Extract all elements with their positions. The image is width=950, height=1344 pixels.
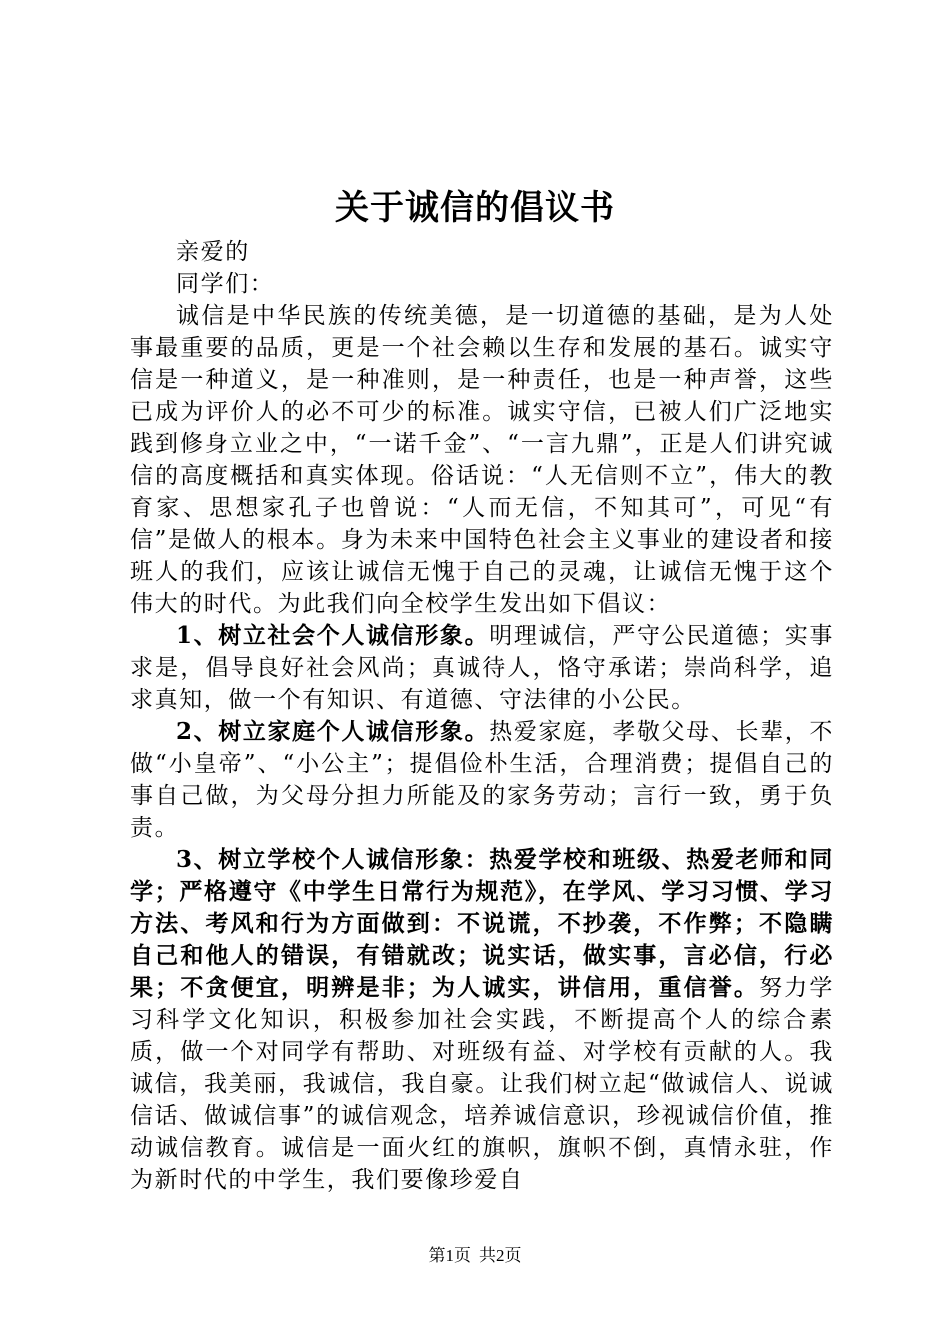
proposal-item-3 bbox=[130, 844, 834, 1196]
greeting-line-2: 同学们： bbox=[176, 271, 275, 297]
proposal-item-2-heading: 2、树立家庭个人诚信形象。 bbox=[176, 718, 490, 745]
page-total: 共2页 bbox=[479, 1246, 522, 1265]
proposal-item-2 bbox=[130, 716, 834, 844]
document-title: 关于诚信的倡议书 bbox=[335, 188, 615, 228]
proposal-item-1-heading: 1、树立社会个人诚信形象。 bbox=[176, 622, 490, 649]
proposal-item-1 bbox=[130, 620, 834, 716]
proposal-item-3-heading: 3、树立学校个人诚信形象：热爱学校和班级、热爱老师和同学；严格遵守《中学生日常行为规范》，在学风、学习习惯、学习方法、考风和行为方面做到：不说谎，不抄袭，不作弊；不隐瞒自己和他人的错误，有错就改；说实话，做实事，言必信，行必果；不贪便宜，明辨是非；为人诚实，讲信用，重信誉。 bbox=[130, 846, 834, 1001]
intro-paragraph: 诚信是中华民族的传统美德，是一切道德的基础，是为人处事最重要的品质，更是一个社会赖以生存和发展的基石。诚实守信是一种道义，是一种准则，是一种责任，也是一种声誉，这些已成为评价人的必不可少的标准。诚实守信，已被人们广泛地实践到修身立业之中，“一诺千金”、“一言九鼎”，正是人们讲究诚信的高度概括和真实体现。俗话说：“人无信则不立”，伟大的教育家、思想家孔子也曾说：“人而无信，不知其可”，可见“有信”是做人的根本。身为未来中国特色社会主义事业的建设者和接班人的我们，应该让诚信无愧于自己的灵魂，让诚信无愧于这个伟大的时代。为此我们向全校学生发出如下倡议： bbox=[130, 303, 834, 617]
document-body bbox=[130, 236, 834, 1196]
page-footer bbox=[0, 1244, 950, 1268]
proposal-item-3-text: 努力学习科学文化知识，积极参加社会实践，不断提高个人的综合素质，做一个对同学有帮助、对班级有益、对学校有贡献的人。我诚信，我美丽，我诚信，我自豪。让我们树立起“做诚信人、说诚信话、做诚信事”的诚信观念，培养诚信意识，珍视诚信价值，推动诚信教育。诚信是一面火红的旗帜，旗帜不倒，真情永驻，作为新时代的中学生，我们要像珍爱自 bbox=[130, 975, 834, 1193]
proposal-item-1-text: 明理诚信，严守公民道德；实事求是，倡导良好社会风尚；真诚待人，恪守承诺；崇尚科学，追求真知，做一个有知识、有道德、守法律的小公民。 bbox=[130, 623, 834, 713]
proposal-item-2-text: 热爱家庭，孝敬父母、长辈，不做“小皇帝”、“小公主”；提倡俭朴生活，合理消费；提倡自己的事自己做，为父母分担力所能及的家务劳动；言行一致，勇于负责。 bbox=[130, 719, 834, 841]
greeting-line-1: 亲爱的 bbox=[176, 239, 250, 265]
page-number: 第1页 bbox=[428, 1246, 471, 1265]
